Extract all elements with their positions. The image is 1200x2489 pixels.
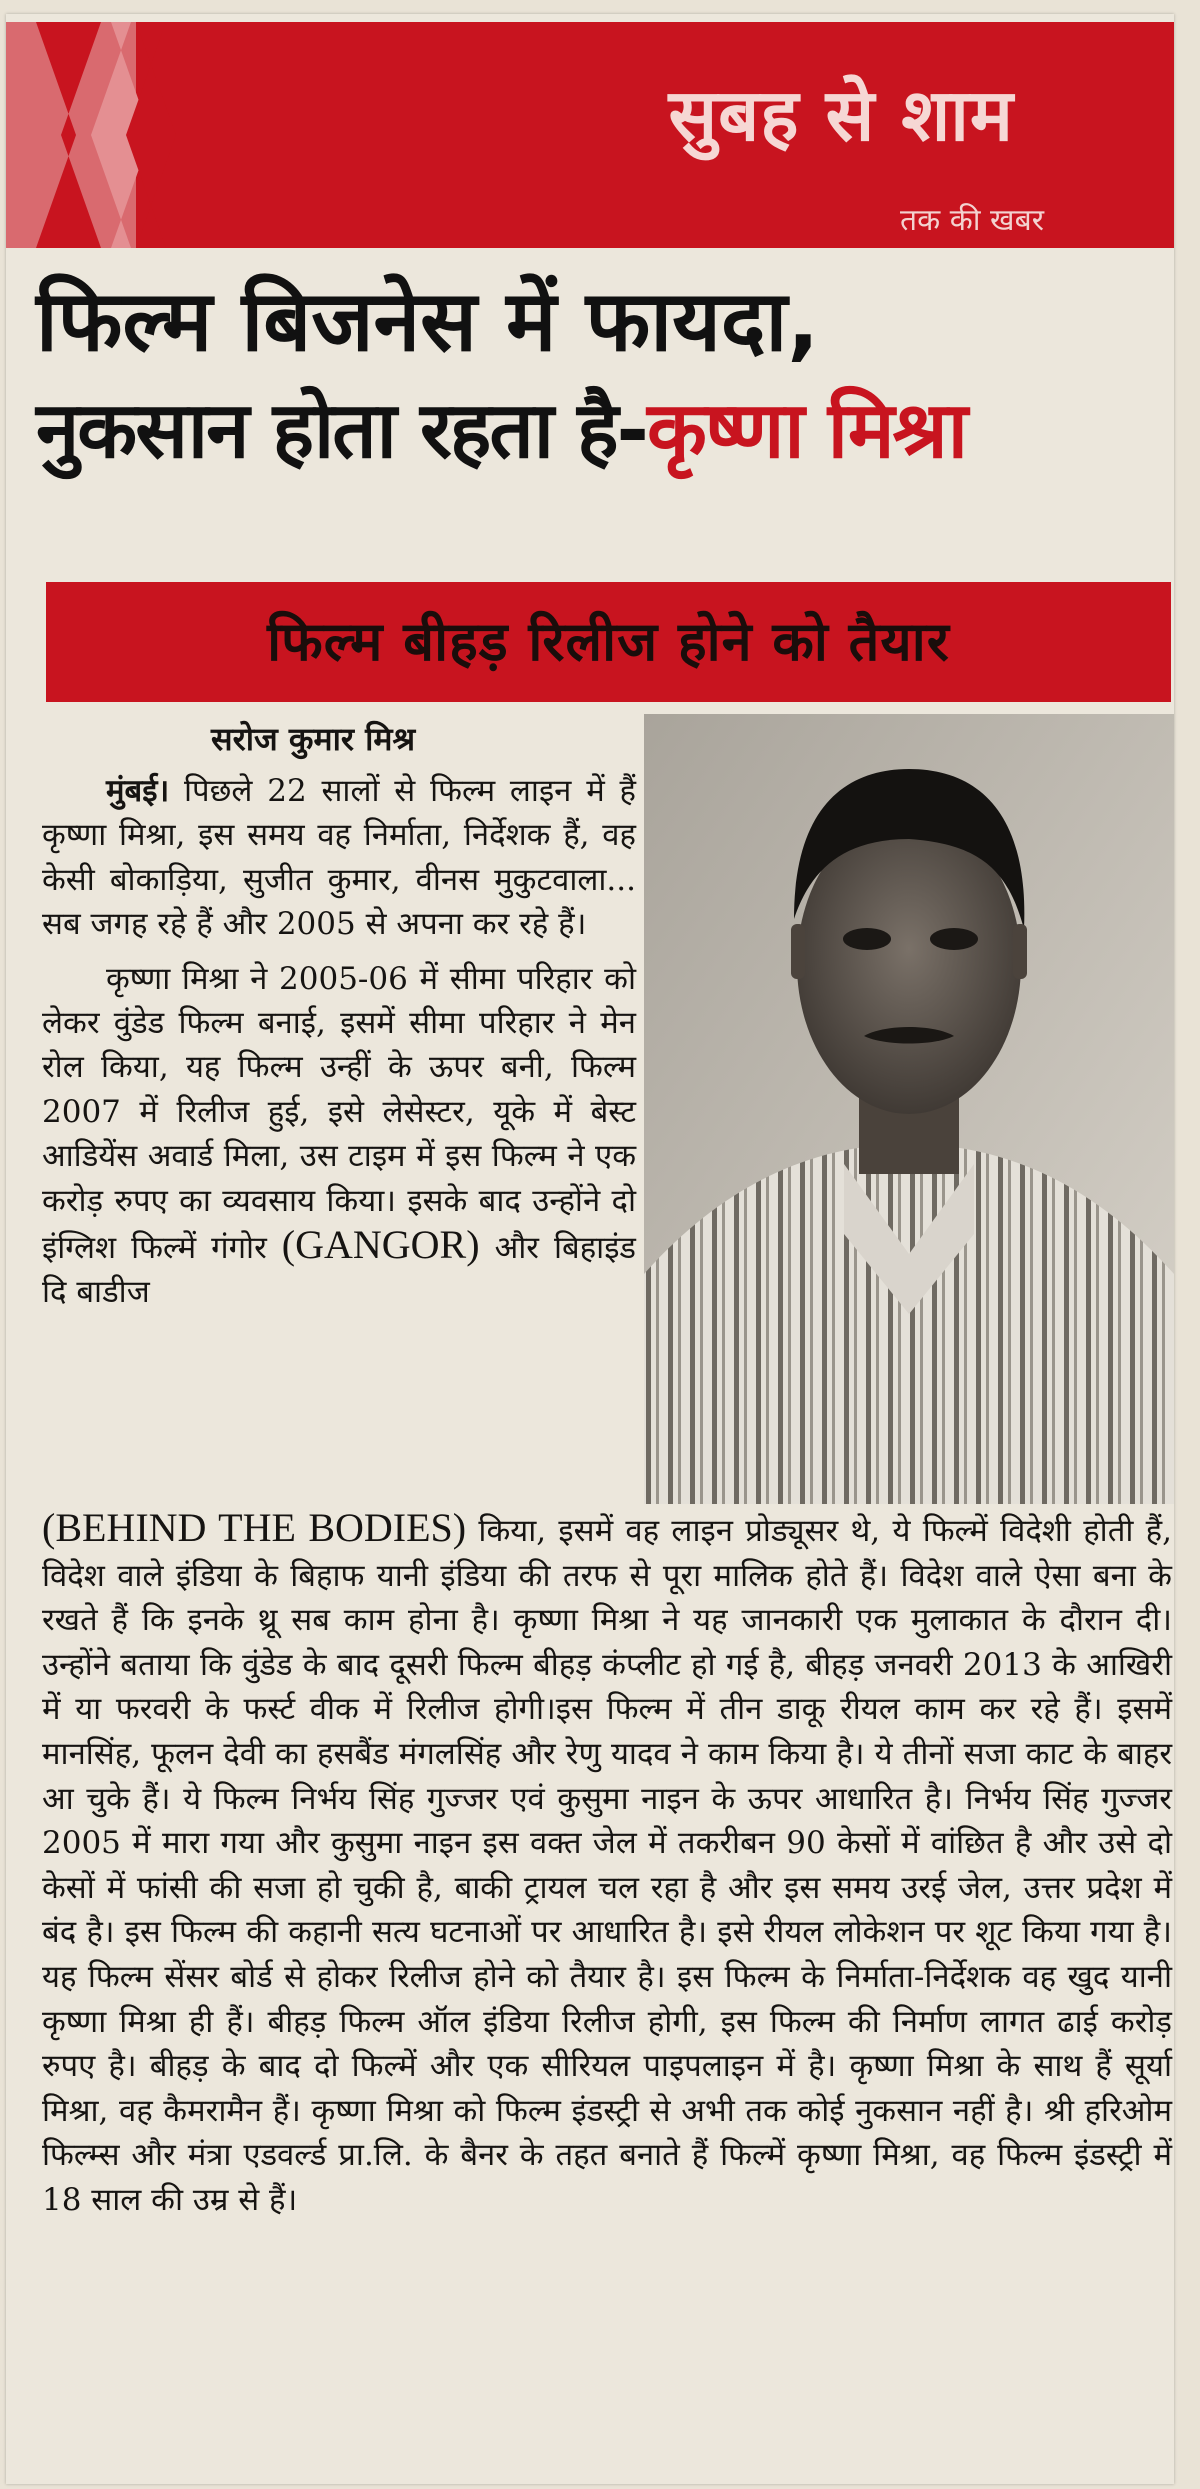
headline-line-1: फिल्म बिजनेस में फायदा,	[36, 272, 820, 370]
man-portrait-image	[644, 714, 1174, 1504]
paragraph-1-text: पिछले 22 सालों से फिल्म लाइन में हैं कृष्णा मिश्रा, इस समय वह निर्माता, निर्देशक हैं, वह केसी बोकाड़िया, सुजीत कुमार, वीनस मुकुटवाला... सब जगह रहे हैं और 2005 से अपना कर रहे हैं।	[42, 773, 636, 943]
paragraph-2-text: कृष्णा मिश्रा ने 2005-06 में सीमा परिहार को लेकर वुंडेड फिल्म बनाई, इसमें सीमा परिहार ने मेन रोल किया, यह फिल्म उन्हीं के ऊपर बनी, फिल्म 2007 में रिलीज हुई, इसे लेसेस्टर, यूके में बेस्ट आडियेंस अवार्ड मिला, उस टाइम में इस फिल्म ने एक करोड़ रुपए का व्यवसाय किया। इसके बाद उन्होंने दो इंग्लिश फिल्में गंगोर	[42, 960, 636, 1267]
dateline: मुंबई।	[106, 773, 170, 809]
masthead-brand: सुबह से शाम	[668, 73, 1014, 157]
subheading-strip: फिल्म बीहड़ रिलीज होने को तैयार	[46, 582, 1171, 702]
paragraph-1	[42, 769, 636, 947]
portrait-photo	[644, 714, 1174, 1504]
headline-line-2	[36, 376, 1166, 486]
paragraph-2-mid: और बिहाइंड दि बाडीज	[42, 1230, 637, 1311]
masthead-banner	[6, 22, 1174, 248]
paragraph-2	[42, 957, 636, 1315]
masthead-tagline: तक की खबर	[900, 203, 1044, 238]
chevron-icon	[6, 22, 206, 248]
paragraph-3	[42, 1506, 1172, 2223]
newspaper-clipping	[6, 14, 1174, 2484]
film-title-behind-the-bodies: (BEHIND THE BODIES)	[42, 1505, 467, 1550]
article-column	[42, 769, 636, 1315]
article-body-full-width	[42, 1506, 1172, 2223]
paragraph-3-text: किया, इसमें वह लाइन प्रोड्यूसर थे, ये फिल्में विदेशी होती हैं, विदेश वाले इंडिया के बिहाफ यानी इंडिया की तरफ से पूरा मालिक होते हैं। विदेश वाले ऐसा बना के रखते हैं कि इनके थ्रू सब काम होना है। कृष्णा मिश्रा ने यह जानकारी एक मुलाकात के दौरान दी। उन्होंने बताया कि वुंडेड के बाद दूसरी फिल्म बीहड़ कंप्लीट हो गई है, बीहड़ जनवरी 2013 के आखिरी में या फरवरी के फर्स्ट वीक में रिलीज होगी।इस फिल्म में तीन डाकू रीयल काम कर रहे हैं। इसमें मानसिंह, फूलन देवी का हसबैंड मंगलसिंह और रेणु यादव ने काम किया है। ये तीनों सजा काट के बाहर आ चुके हैं। ये फिल्म निर्भय सिंह गुज्जर एवं कुसुमा नाइन के ऊपर आधारित है। निर्भय सिंह गुज्जर 2005 में मारा गया और कुसुमा नाइन इस वक्त जेल में तकरीबन 90 केसों में वांछित है और उसे दो केसों में फांसी की सजा हो चुकी है, बाकी ट्रायल चल रहा है और इस समय उरई जेल, उत्तर प्रदेश में बंद है। इस फिल्म की कहानी सत्य घटनाओं पर आधारित है। इसे रीयल लोकेशन पर शूट किया गया है। यह फिल्म सेंसर बोर्ड से होकर रिलीज होने को तैयार है। इस फिल्म के निर्माता-निर्देशक वह खुद यानी कृष्णा मिश्रा ही हैं। बीहड़ फिल्म ऑल इंडिया रिलीज होगी, इस फिल्म की निर्माण लागत ढाई करोड़ रुपए है। बीहड़ के बाद दो फिल्में और एक सीरियल पाइपलाइन में है। कृष्णा मिश्रा के साथ हैं सूर्या मिश्रा, वह कैमरामैन हैं। कृष्णा मिश्रा को फिल्म इंडस्ट्री से अभी तक कोई नुकसान नहीं है। श्री हरिओम फिल्म्स और मंत्रा एडवर्ल्ड प्रा.लि. के बैनर के तहत बनाते हैं फिल्में कृष्णा मिश्रा, वह फिल्म इंडस्ट्री में 18 साल की उम्र से हैं।	[42, 1513, 1173, 2218]
film-title-gangor: (GANGOR)	[281, 1222, 480, 1268]
headline-name: कृष्णा मिश्रा	[646, 386, 966, 476]
byline: सरोज कुमार मिश्र	[211, 720, 416, 758]
headline	[36, 266, 1166, 486]
headline-line-2-lead: नुकसान होता रहता है-	[36, 386, 647, 476]
